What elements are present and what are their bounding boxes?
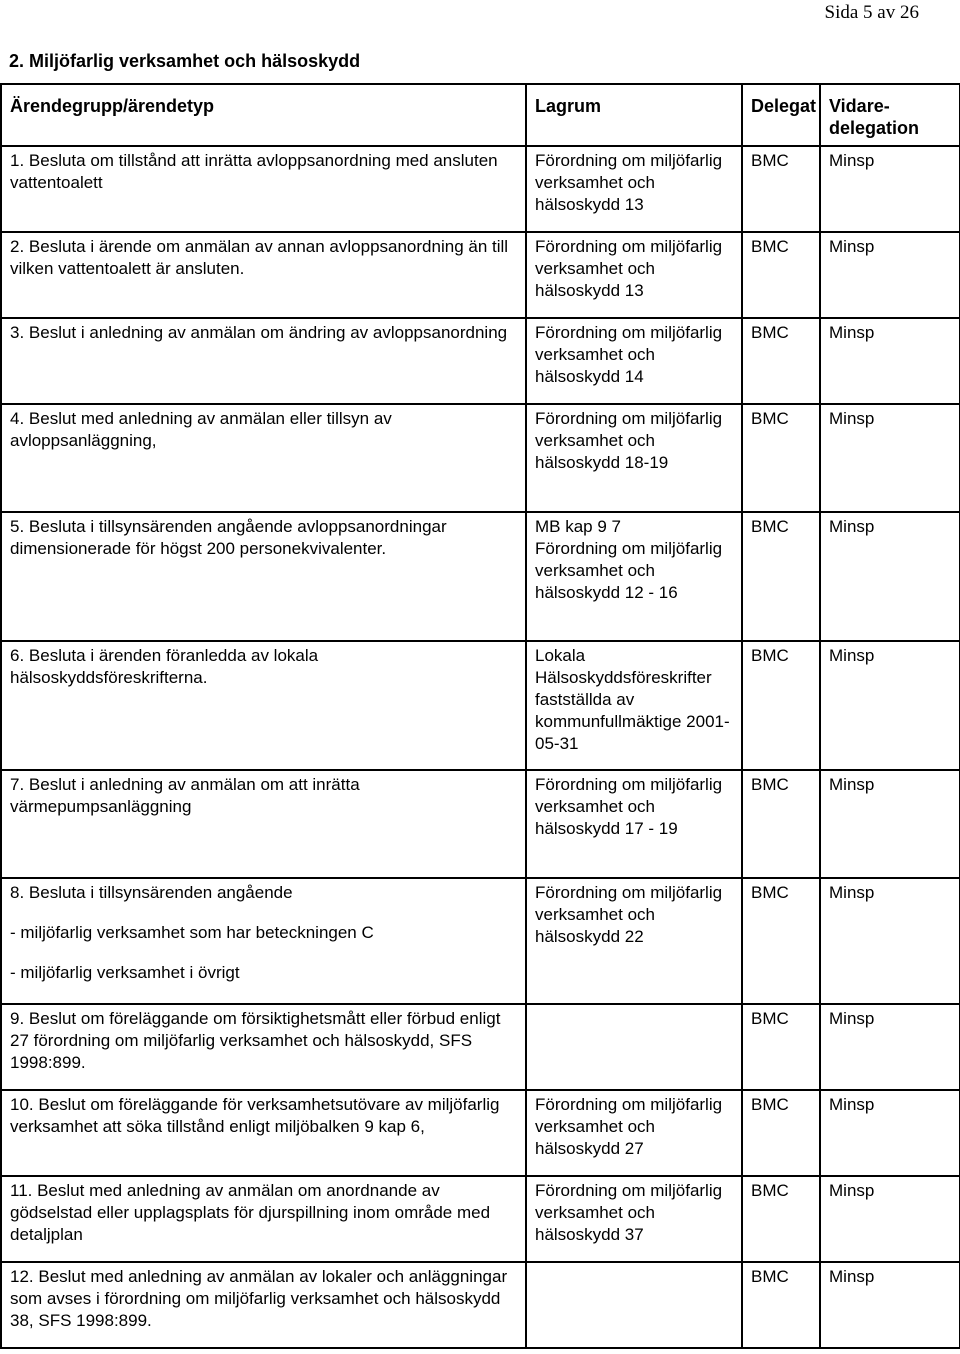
- lagrum-cell: Förordning om miljöfarlig verksamhet och hälsoskydd 13: [526, 146, 742, 232]
- arende-cell: 5. Besluta i tillsynsärenden angående avloppsanordningar dimensionerade för högst 200 personekvivalenter.: [1, 512, 526, 641]
- table-row: [1, 1090, 960, 1176]
- arende-subitem: - miljöfarlig verksamhet som har beteckningen C: [10, 923, 374, 942]
- vidare-cell: Minsp: [820, 232, 960, 318]
- table-row: [1, 770, 960, 878]
- header-lagrum: Lagrum: [526, 84, 742, 146]
- vidare-cell: Minsp: [820, 1262, 960, 1348]
- vidare-cell: Minsp: [820, 404, 960, 512]
- delegat-cell: BMC: [742, 232, 820, 318]
- page-number: Sida 5 av 26: [824, 2, 919, 23]
- lagrum-cell: MB kap 9 7 Förordning om miljöfarlig verksamhet och hälsoskydd 12 - 16: [526, 512, 742, 641]
- vidare-cell: Minsp: [820, 512, 960, 641]
- lagrum-cell: Förordning om miljöfarlig verksamhet och hälsoskydd 22: [526, 878, 742, 1004]
- delegat-cell: BMC: [742, 770, 820, 878]
- arende-cell: 2. Besluta i ärende om anmälan av annan avloppsanordning än till vilken vattentoalett är ansluten.: [1, 232, 526, 318]
- lagrum-cell: [526, 1262, 742, 1348]
- table-row: [1, 146, 960, 232]
- lagrum-cell: Förordning om miljöfarlig verksamhet och hälsoskydd 13: [526, 232, 742, 318]
- delegat-cell: BMC: [742, 512, 820, 641]
- header-arendegrupp: Ärendegrupp/ärendetyp: [1, 84, 526, 146]
- lagrum-cell: Förordning om miljöfarlig verksamhet och hälsoskydd 14: [526, 318, 742, 404]
- table-row: [1, 1004, 960, 1090]
- delegat-cell: BMC: [742, 1004, 820, 1090]
- arende-cell: 10. Beslut om föreläggande för verksamhetsutövare av miljöfarlig verksamhet att söka tillstånd enligt miljöbalken 9 kap 6,: [1, 1090, 526, 1176]
- table-row: [1, 1176, 960, 1262]
- table-row: [1, 1262, 960, 1348]
- table-row: [1, 878, 960, 1004]
- lagrum-cell: Förordning om miljöfarlig verksamhet och hälsoskydd 37: [526, 1176, 742, 1262]
- lagrum-cell: Förordning om miljöfarlig verksamhet och hälsoskydd 27: [526, 1090, 742, 1176]
- lagrum-cell: Lokala Hälsoskyddsföreskrifter fastställda av kommunfullmäktige 2001-05-31: [526, 641, 742, 770]
- vidare-cell: Minsp: [820, 146, 960, 232]
- vidare-cell: Minsp: [820, 878, 960, 1004]
- lagrum-cell: Förordning om miljöfarlig verksamhet och hälsoskydd 17 - 19: [526, 770, 742, 878]
- arende-cell: 12. Beslut med anledning av anmälan av lokaler och anläggningar som avses i förordning om miljöfarlig verksamhet och hälsoskydd 38, SFS 1998:899.: [1, 1262, 526, 1348]
- table-row: [1, 512, 960, 641]
- table-header-row: [1, 84, 960, 146]
- table-row: [1, 232, 960, 318]
- delegat-cell: BMC: [742, 878, 820, 1004]
- arende-cell: 7. Beslut i anledning av anmälan om att inrätta värmepumpsanläggning: [1, 770, 526, 878]
- arende-text: 8. Besluta i tillsynsärenden angående: [10, 883, 293, 902]
- vidare-cell: Minsp: [820, 770, 960, 878]
- vidare-cell: Minsp: [820, 641, 960, 770]
- vidare-cell: Minsp: [820, 1176, 960, 1262]
- lagrum-cell: [526, 1004, 742, 1090]
- arende-cell: 3. Beslut i anledning av anmälan om ändring av avloppsanordning: [1, 318, 526, 404]
- arende-cell: 11. Beslut med anledning av anmälan om anordnande av gödselstad eller upplagsplats för djurspillning inom område med detaljplan: [1, 1176, 526, 1262]
- arende-cell: 6. Besluta i ärenden föranledda av lokala hälsoskyddsföreskrifterna.: [1, 641, 526, 770]
- delegat-cell: BMC: [742, 641, 820, 770]
- arende-subitem: - miljöfarlig verksamhet i övrigt: [10, 963, 240, 982]
- section-title: 2. Miljöfarlig verksamhet och hälsoskydd: [9, 51, 361, 71]
- delegat-cell: BMC: [742, 146, 820, 232]
- vidare-cell: Minsp: [820, 1090, 960, 1176]
- arende-cell: 1. Besluta om tillstånd att inrätta avloppsanordning med ansluten vattentoalett: [1, 146, 526, 232]
- vidare-cell: Minsp: [820, 1004, 960, 1090]
- table-row: [1, 318, 960, 404]
- table-row: [1, 641, 960, 770]
- vidare-cell: Minsp: [820, 318, 960, 404]
- delegat-cell: BMC: [742, 1262, 820, 1348]
- delegat-cell: BMC: [742, 1176, 820, 1262]
- delegat-cell: BMC: [742, 318, 820, 404]
- lagrum-cell: Förordning om miljöfarlig verksamhet och hälsoskydd 18-19: [526, 404, 742, 512]
- arende-cell: 9. Beslut om föreläggande om försiktighetsmått eller förbud enligt 27 förordning om miljöfarlig verksamhet och hälsoskydd, SFS 1998:899.: [1, 1004, 526, 1090]
- table-row: [1, 404, 960, 512]
- delegat-cell: BMC: [742, 404, 820, 512]
- delegation-table: [0, 83, 960, 1349]
- arende-cell: 4. Beslut med anledning av anmälan eller tillsyn av avloppsanläggning,: [1, 404, 526, 512]
- delegat-cell: BMC: [742, 1090, 820, 1176]
- header-vidaredelegation: Vidare- delegation: [820, 84, 960, 146]
- arende-cell: [1, 878, 526, 1004]
- header-delegat: Delegat: [742, 84, 820, 146]
